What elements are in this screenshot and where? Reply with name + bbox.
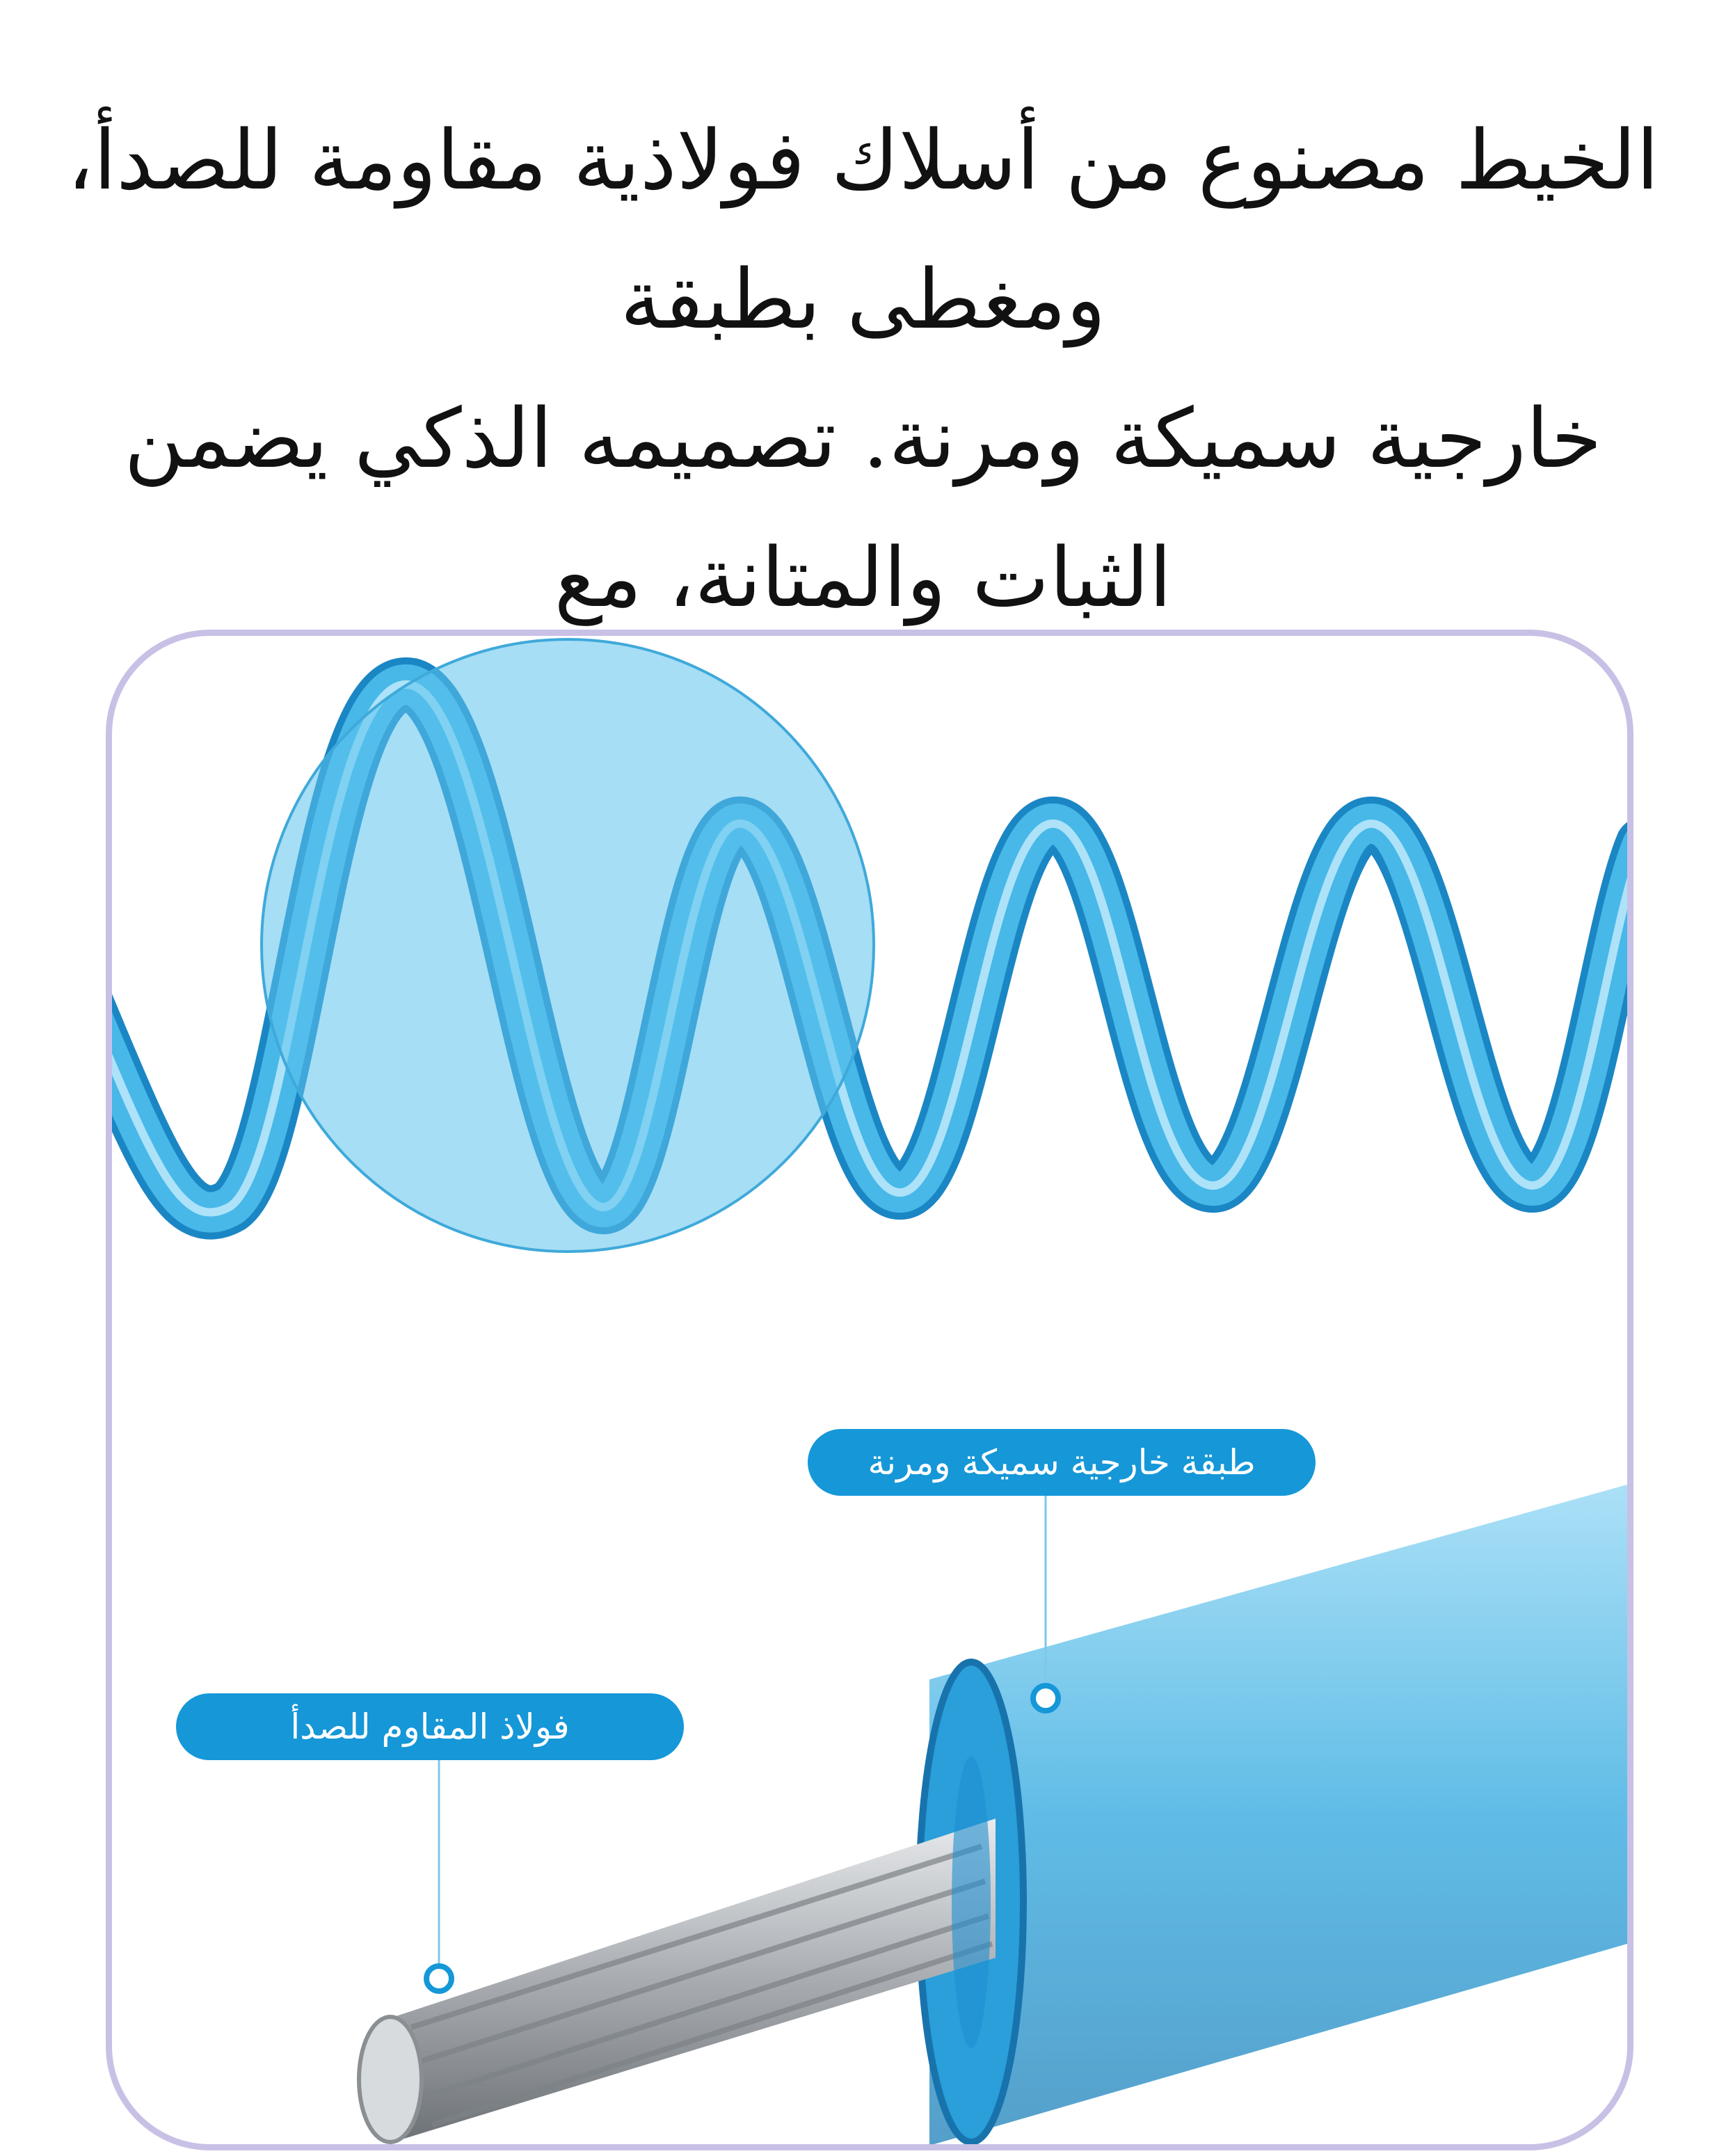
headline-line-1: الخيط مصنوع من أسلاك فولاذية مقاومة للصدأ، ومغطى بطبقة [67, 112, 1659, 347]
outer-layer-label: طبقة خارجية سميكة ومرنة [808, 1429, 1316, 1496]
steel-core-label: فولاذ المقاوم للصدأ [176, 1693, 684, 1760]
headline-line-2: خارجية سميكة ومرنة. تصميمه الذكي يضمن الثبات والمتانة، مع [124, 390, 1602, 625]
product-illustration-frame [106, 630, 1633, 2150]
steel-core-marker [426, 1966, 452, 1991]
product-illustration [112, 636, 1627, 2144]
outer-layer-marker [1033, 1686, 1058, 1711]
magnifier-lens-icon [262, 639, 874, 1252]
cable-cross-section-icon [359, 1485, 1627, 2144]
